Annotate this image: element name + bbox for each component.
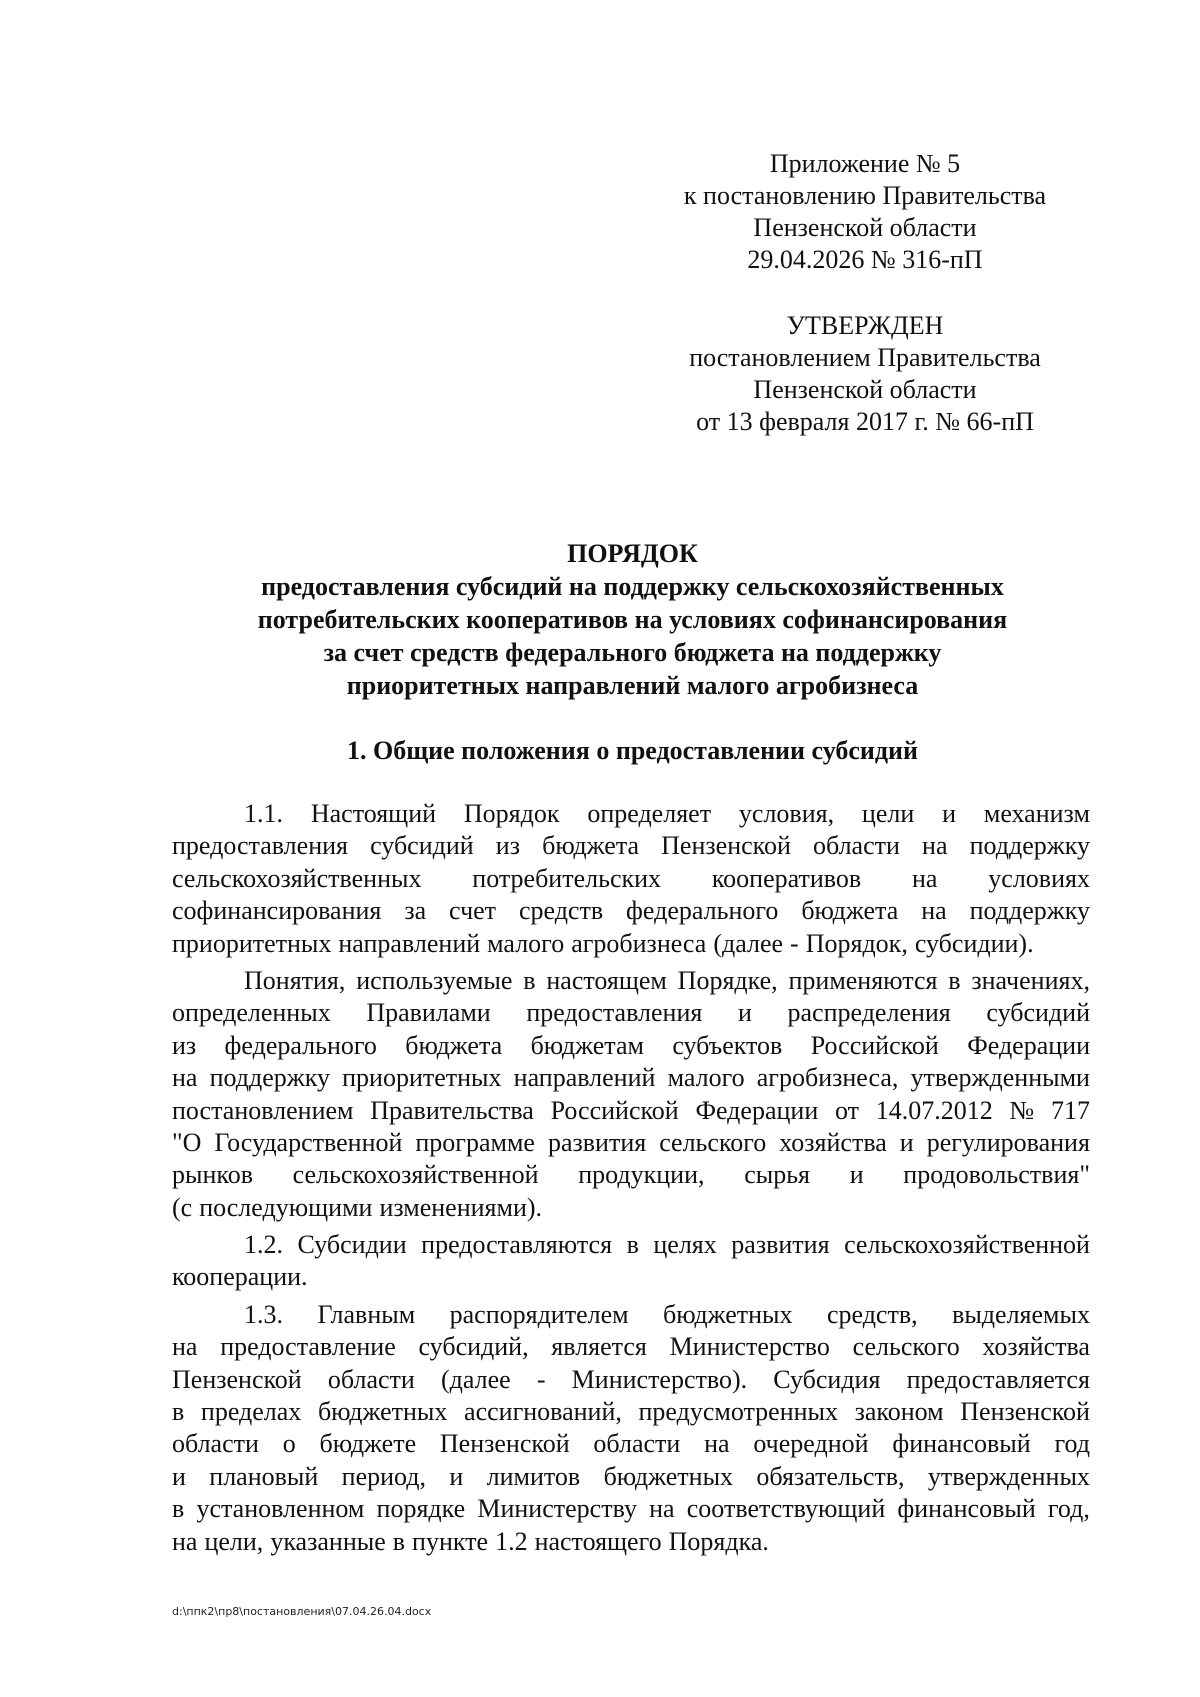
title-line-4: приоритетных направлений малого агробизнеса [346, 671, 919, 700]
footer-file-path: d:\ппк2\пр8\постановления\07.04.26.04.docx [172, 1605, 432, 1618]
paragraph-line: на предоставление субсидий, является Министерство сельского хозяйства [172, 1332, 1090, 1362]
paragraph [172, 965, 1090, 1224]
paragraph-line: и плановый период, и лимитов бюджетных обязательств, утвержденных [172, 1461, 1090, 1491]
section-heading: 1. Общие положения о предоставлении субсидий [346, 736, 919, 765]
appendix-region: Пензенской области [753, 213, 977, 242]
title-line-3: за счет средств федерального бюджета на поддержку [323, 638, 942, 667]
paragraph [172, 1229, 1090, 1294]
title-line-1: предоставления субсидий на поддержку сельскохозяйственных [261, 572, 1004, 601]
paragraph-line: в пределах бюджетных ассигнований, предусмотренных законом Пензенской [172, 1397, 1090, 1427]
paragraph-line: сельскохозяйственных потребительских кооперативов на условиях [172, 863, 1090, 893]
appendix-reference [640, 148, 1090, 276]
body-text [172, 798, 1090, 1558]
document-title [165, 537, 1100, 702]
paragraph-line: предоставления субсидий из бюджета Пензенской области на поддержку [172, 831, 1090, 861]
approved-region: Пензенской области [753, 375, 977, 404]
paragraph-line: Пензенской области (далее - Министерство). Субсидия предоставляется [172, 1364, 1090, 1394]
paragraph [172, 1299, 1090, 1558]
paragraph-line: кооперации. [172, 1262, 308, 1292]
paragraph-line: на цели, указанные в пункте 1.2 настоящего Порядка. [172, 1526, 769, 1556]
paragraph-line: "О Государственной программе развития сельского хозяйства и регулирования [172, 1127, 1090, 1157]
title-line-2: потребительских кооперативов на условиях софинансирования [257, 605, 1008, 634]
appendix-number: Приложение № 5 [769, 149, 961, 178]
paragraph-line: рынков сельскохозяйственной продукции, сырья и продовольствия" [172, 1160, 1090, 1190]
paragraph-line: софинансирования за счет средств федерального бюджета на поддержку [172, 896, 1090, 926]
paragraph-line: определенных Правилами предоставления и распределения субсидий [172, 998, 1090, 1028]
approved-label: УТВЕРЖДЕН [786, 311, 944, 340]
appendix-date-number: 29.04.2026 № 316-пП [747, 245, 983, 274]
paragraph-line: в установленном порядке Министерству на соответствующий финансовый год, [172, 1494, 1090, 1524]
title-heading: ПОРЯДОК [567, 539, 698, 568]
paragraph [172, 798, 1090, 960]
approved-date-number: от 13 февраля 2017 г. № 66-пП [696, 407, 1034, 436]
paragraph-line: 1.2. Субсидии предоставляются в целях развития сельскохозяйственной [244, 1230, 1090, 1260]
approved-by: постановлением Правительства [689, 343, 1041, 372]
paragraph-line: области о бюджете Пензенской области на очередной финансовый год [172, 1429, 1090, 1459]
approval-stamp [640, 310, 1090, 438]
appendix-decree-label: к постановлению Правительства [683, 181, 1047, 210]
paragraph-line: 1.3. Главным распорядителем бюджетных средств, выделяемых [244, 1299, 1090, 1329]
paragraph-line: Понятия, используемые в настоящем Порядке, применяются в значениях, [244, 965, 1090, 995]
paragraph-line: из федерального бюджета бюджетам субъектов Российской Федерации [172, 1030, 1090, 1060]
paragraph-line: на поддержку приоритетных направлений малого агробизнеса, утвержденными [172, 1063, 1090, 1093]
paragraph-line: приоритетных направлений малого агробизнеса (далее - Порядок, субсидии). [172, 928, 1034, 958]
paragraph-line: (с последующими изменениями). [172, 1192, 543, 1222]
paragraph-line: 1.1. Настоящий Порядок определяет условия, цели и механизм [244, 799, 1090, 828]
paragraph-line: постановлением Правительства Российской Федерации от 14.07.2012 № 717 [172, 1095, 1090, 1125]
